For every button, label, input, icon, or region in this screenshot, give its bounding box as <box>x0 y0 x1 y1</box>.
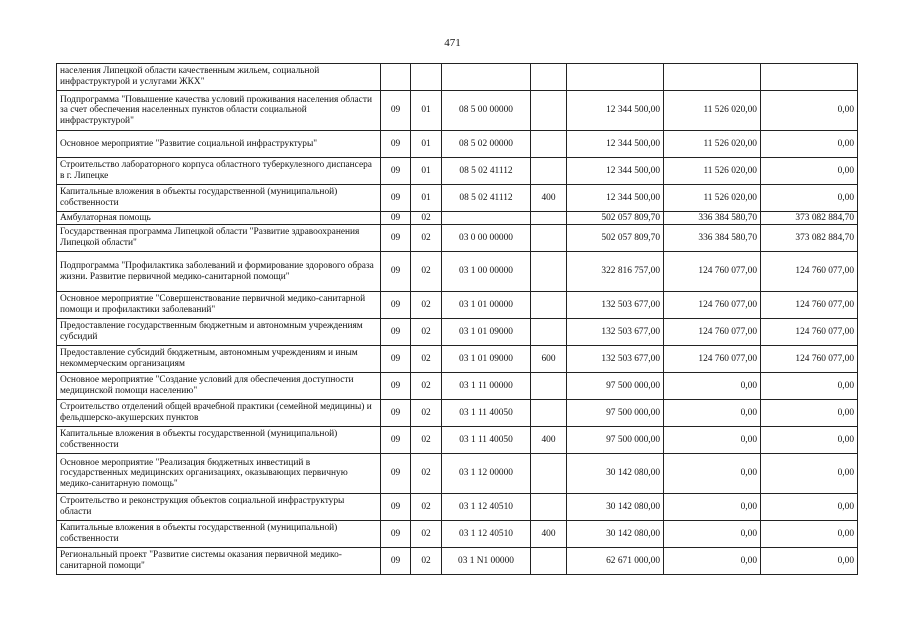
cell-name: Предоставление субсидий бюджетным, автономным учреждениям и иным некоммерческим организациям <box>57 346 381 373</box>
cell-rz: 09 <box>381 91 411 131</box>
cell-v3: 0,00 <box>761 548 858 575</box>
cell-pr: 01 <box>411 91 442 131</box>
cell-v3: 0,00 <box>761 131 858 158</box>
cell-csr: 03 1 01 09000 <box>442 346 531 373</box>
cell-name: Строительство лабораторного корпуса областного туберкулезного диспансера в г. Липецке <box>57 158 381 185</box>
cell-rz: 09 <box>381 252 411 292</box>
cell-v1 <box>567 64 664 91</box>
cell-rz: 09 <box>381 454 411 494</box>
cell-pr: 02 <box>411 252 442 292</box>
cell-name: Капитальные вложения в объекты государственной (муниципальной) собственности <box>57 427 381 454</box>
table-row <box>57 346 858 373</box>
cell-v1: 97 500 000,00 <box>567 400 664 427</box>
cell-name: Строительство отделений общей врачебной практики (семейной медицины) и фельдшерско-акушерских пунктов <box>57 400 381 427</box>
cell-pr: 02 <box>411 494 442 521</box>
cell-v3: 0,00 <box>761 400 858 427</box>
cell-v1: 62 671 000,00 <box>567 548 664 575</box>
cell-name: Подпрограмма "Профилактика заболеваний и формирование здорового образа жизни. Развитие первичной медико-санитарной помощи" <box>57 252 381 292</box>
cell-csr: 08 5 02 41112 <box>442 185 531 212</box>
cell-pr: 02 <box>411 373 442 400</box>
cell-csr: 03 1 11 40050 <box>442 400 531 427</box>
table-row <box>57 158 858 185</box>
cell-rz <box>381 64 411 91</box>
cell-name: Предоставление государственным бюджетным и автономным учреждениям субсидий <box>57 319 381 346</box>
cell-vr <box>531 494 567 521</box>
cell-v2: 124 760 077,00 <box>664 319 761 346</box>
cell-rz: 09 <box>381 427 411 454</box>
cell-v1: 97 500 000,00 <box>567 373 664 400</box>
cell-pr: 01 <box>411 185 442 212</box>
cell-vr: 600 <box>531 346 567 373</box>
cell-v1: 132 503 677,00 <box>567 292 664 319</box>
cell-pr <box>411 64 442 91</box>
cell-v3: 0,00 <box>761 185 858 212</box>
cell-name: Основное мероприятие "Создание условий для обеспечения доступности медицинской помощи населению" <box>57 373 381 400</box>
cell-pr: 01 <box>411 131 442 158</box>
cell-csr: 08 5 02 00000 <box>442 131 531 158</box>
cell-rz: 09 <box>381 346 411 373</box>
cell-v1: 12 344 500,00 <box>567 158 664 185</box>
table-row <box>57 548 858 575</box>
cell-v2 <box>664 64 761 91</box>
cell-pr: 02 <box>411 521 442 548</box>
cell-v1: 322 816 757,00 <box>567 252 664 292</box>
cell-rz: 09 <box>381 548 411 575</box>
table-row <box>57 427 858 454</box>
cell-csr: 03 1 00 00000 <box>442 252 531 292</box>
cell-csr: 08 5 02 41112 <box>442 158 531 185</box>
cell-vr <box>531 252 567 292</box>
cell-v2: 11 526 020,00 <box>664 131 761 158</box>
cell-vr <box>531 158 567 185</box>
table-row <box>57 373 858 400</box>
cell-v3: 0,00 <box>761 91 858 131</box>
cell-v3: 373 082 884,70 <box>761 212 858 225</box>
cell-csr: 03 1 01 00000 <box>442 292 531 319</box>
table-row <box>57 131 858 158</box>
table-row <box>57 185 858 212</box>
cell-vr: 400 <box>531 185 567 212</box>
table-row <box>57 319 858 346</box>
cell-v1: 97 500 000,00 <box>567 427 664 454</box>
cell-csr: 03 1 01 09000 <box>442 319 531 346</box>
cell-pr: 01 <box>411 158 442 185</box>
cell-v3: 0,00 <box>761 373 858 400</box>
cell-v3: 0,00 <box>761 494 858 521</box>
cell-csr: 03 0 00 00000 <box>442 225 531 252</box>
cell-name: Капитальные вложения в объекты государственной (муниципальной) собственности <box>57 185 381 212</box>
cell-pr: 02 <box>411 454 442 494</box>
cell-vr <box>531 212 567 225</box>
cell-vr <box>531 225 567 252</box>
cell-v2: 0,00 <box>664 373 761 400</box>
table-row <box>57 521 858 548</box>
cell-v3 <box>761 64 858 91</box>
cell-v2: 336 384 580,70 <box>664 212 761 225</box>
table-row <box>57 400 858 427</box>
table-row <box>57 225 858 252</box>
cell-v3: 0,00 <box>761 454 858 494</box>
cell-v2: 0,00 <box>664 454 761 494</box>
cell-v2: 11 526 020,00 <box>664 185 761 212</box>
table-row <box>57 494 858 521</box>
cell-v1: 30 142 080,00 <box>567 454 664 494</box>
cell-vr: 400 <box>531 521 567 548</box>
page-number: 471 <box>444 37 461 49</box>
cell-name: Строительство и реконструкция объектов социальной инфраструктуры области <box>57 494 381 521</box>
cell-v1: 132 503 677,00 <box>567 319 664 346</box>
cell-vr <box>531 292 567 319</box>
cell-v2: 11 526 020,00 <box>664 91 761 131</box>
cell-rz: 09 <box>381 400 411 427</box>
cell-v2: 0,00 <box>664 427 761 454</box>
cell-v2: 124 760 077,00 <box>664 252 761 292</box>
cell-name: Подпрограмма "Повышение качества условий проживания населения области за счет обеспечения населенных пунктов области социальной инфраструктурой" <box>57 91 381 131</box>
cell-v3: 0,00 <box>761 158 858 185</box>
cell-csr <box>442 64 531 91</box>
cell-rz: 09 <box>381 158 411 185</box>
cell-name: Основное мероприятие "Развитие социальной инфраструктуры" <box>57 131 381 158</box>
cell-name: Региональный проект "Развитие системы оказания первичной медико-санитарной помощи" <box>57 548 381 575</box>
cell-v1: 12 344 500,00 <box>567 131 664 158</box>
cell-vr <box>531 400 567 427</box>
cell-v1: 12 344 500,00 <box>567 91 664 131</box>
cell-pr: 02 <box>411 212 442 225</box>
cell-v2: 124 760 077,00 <box>664 292 761 319</box>
cell-name: Основное мероприятие "Реализация бюджетных инвестиций в государственных медицинских организациях, оказывающих первичную медико-санитарную помощь" <box>57 454 381 494</box>
cell-csr: 03 1 12 40510 <box>442 494 531 521</box>
cell-v1: 30 142 080,00 <box>567 494 664 521</box>
cell-rz: 09 <box>381 212 411 225</box>
cell-v3: 0,00 <box>761 427 858 454</box>
cell-csr: 03 1 11 40050 <box>442 427 531 454</box>
cell-rz: 09 <box>381 373 411 400</box>
cell-rz: 09 <box>381 131 411 158</box>
cell-vr <box>531 319 567 346</box>
cell-v3: 0,00 <box>761 521 858 548</box>
cell-v3: 124 760 077,00 <box>761 346 858 373</box>
cell-csr: 08 5 00 00000 <box>442 91 531 131</box>
cell-name: Капитальные вложения в объекты государственной (муниципальной) собственности <box>57 521 381 548</box>
cell-v3: 373 082 884,70 <box>761 225 858 252</box>
cell-vr <box>531 454 567 494</box>
cell-vr <box>531 91 567 131</box>
cell-vr: 400 <box>531 427 567 454</box>
cell-v2: 0,00 <box>664 400 761 427</box>
cell-vr <box>531 64 567 91</box>
cell-rz: 09 <box>381 494 411 521</box>
cell-csr: 03 1 11 00000 <box>442 373 531 400</box>
budget-table <box>56 63 858 575</box>
cell-v2: 0,00 <box>664 494 761 521</box>
cell-v2: 336 384 580,70 <box>664 225 761 252</box>
table-row <box>57 212 858 225</box>
cell-csr: 03 1 12 40510 <box>442 521 531 548</box>
cell-vr <box>531 548 567 575</box>
cell-name: населения Липецкой области качественным жильем, социальной инфраструктурой и услугами ЖКХ" <box>57 64 381 91</box>
cell-v2: 124 760 077,00 <box>664 346 761 373</box>
cell-pr: 02 <box>411 292 442 319</box>
cell-pr: 02 <box>411 319 442 346</box>
cell-rz: 09 <box>381 319 411 346</box>
cell-v2: 0,00 <box>664 521 761 548</box>
cell-v1: 502 057 809,70 <box>567 225 664 252</box>
cell-name: Государственная программа Липецкой области "Развитие здравоохранения Липецкой области" <box>57 225 381 252</box>
cell-v1: 132 503 677,00 <box>567 346 664 373</box>
cell-vr <box>531 373 567 400</box>
table-row <box>57 91 858 131</box>
cell-v3: 124 760 077,00 <box>761 252 858 292</box>
cell-rz: 09 <box>381 521 411 548</box>
cell-pr: 02 <box>411 400 442 427</box>
cell-pr: 02 <box>411 225 442 252</box>
cell-rz: 09 <box>381 225 411 252</box>
cell-vr <box>531 131 567 158</box>
cell-csr <box>442 212 531 225</box>
cell-v2: 0,00 <box>664 548 761 575</box>
cell-csr: 03 1 12 00000 <box>442 454 531 494</box>
cell-pr: 02 <box>411 548 442 575</box>
cell-v3: 124 760 077,00 <box>761 319 858 346</box>
cell-rz: 09 <box>381 292 411 319</box>
cell-v3: 124 760 077,00 <box>761 292 858 319</box>
cell-csr: 03 1 N1 00000 <box>442 548 531 575</box>
table-row <box>57 292 858 319</box>
table-row <box>57 252 858 292</box>
cell-name: Основное мероприятие "Совершенствование первичной медико-санитарной помощи и профилактики заболеваний" <box>57 292 381 319</box>
cell-name: Амбулаторная помощь <box>57 212 381 225</box>
cell-v2: 11 526 020,00 <box>664 158 761 185</box>
table-row <box>57 64 858 91</box>
cell-v1: 502 057 809,70 <box>567 212 664 225</box>
cell-rz: 09 <box>381 185 411 212</box>
cell-v1: 30 142 080,00 <box>567 521 664 548</box>
cell-v1: 12 344 500,00 <box>567 185 664 212</box>
table-row <box>57 454 858 494</box>
cell-pr: 02 <box>411 427 442 454</box>
cell-pr: 02 <box>411 346 442 373</box>
